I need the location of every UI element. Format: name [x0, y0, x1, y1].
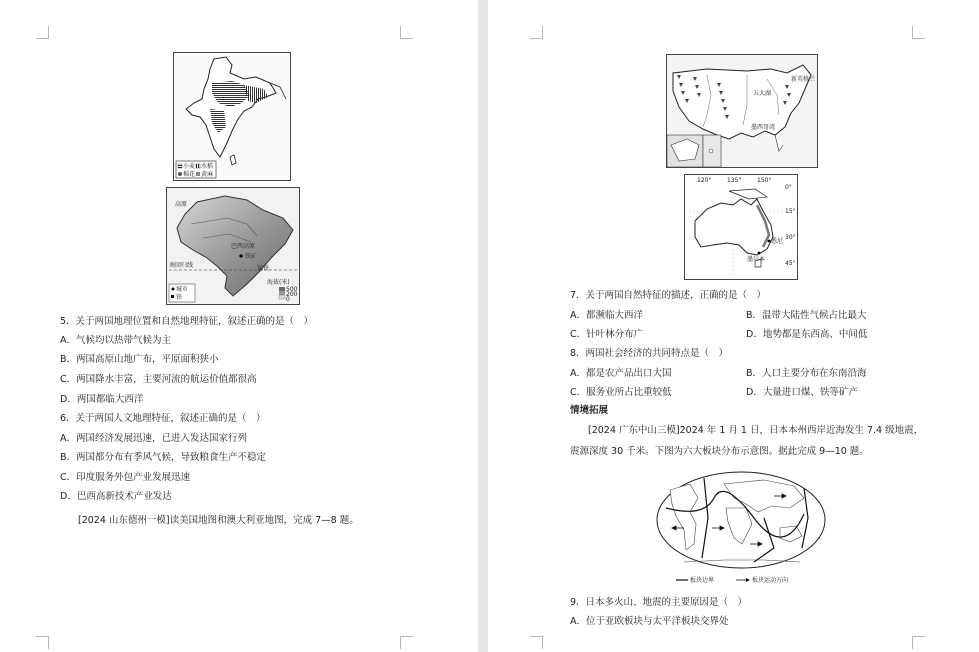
q9-option-a: A．位于亚欧板块与太平洋板块交界处 [570, 616, 729, 627]
gulf-label: 墨西哥湾 [751, 124, 776, 131]
lon-tick-150: 150° [757, 177, 772, 184]
sri-lanka [230, 155, 236, 165]
q6-option-c: C．印度服务外包产业发展迅速 [60, 472, 191, 483]
q8-option-d: D．大量进口煤、铁等矿产 [746, 387, 858, 398]
intro-questions-7-8: [2024 山东德州一模]读美国地图和澳大利亚地图，完成 7—8 题。 [78, 515, 359, 526]
crop-mark [400, 26, 413, 39]
plate-map-figure [654, 468, 828, 590]
q5-option-b: B．两国高原山地广布，平原面积狭小 [60, 354, 219, 365]
legend-jute: 黄麻 [201, 171, 214, 178]
q7-option-b: B．温带大陆性气候占比最大 [746, 310, 867, 321]
legend-wheat: 小麦 [183, 163, 196, 170]
usa-map-figure [666, 54, 818, 168]
plateau-north-label: 高原 [175, 201, 188, 208]
australia-map-figure [684, 174, 798, 280]
passage-line-2: 震源深度 30 千米。下图为六大板块分布示意图。据此完成 9—10 题。 [570, 446, 869, 457]
document-page-right [488, 0, 979, 652]
question-8-stem: 8．两国社会经济的共同特点是（ ） [570, 348, 729, 359]
question-9-stem: 9．日本多火山、地震的主要原因是（ ） [570, 597, 748, 608]
section-title: 情境拓展 [570, 405, 609, 416]
q7-option-c: C．针叶林分布广 [570, 329, 644, 340]
legend-rice: 水稻 [201, 163, 214, 170]
elev-200: 200 [286, 291, 298, 298]
q7-option-d: D．地势都是东西高、中间低 [746, 329, 868, 340]
q6-option-d: D．巴西高新技术产业发达 [60, 491, 172, 502]
legend-cotton: 棉花 [183, 171, 196, 178]
legend-city: 城市 [176, 286, 189, 293]
iron-mine-label: 铁矿 [245, 253, 258, 260]
great-lakes-label: 五大湖 [753, 90, 772, 97]
crop-mark [36, 636, 49, 649]
sydney-label: 悉尼 [771, 238, 784, 245]
q6-option-a: A．两国经济发展迅速，已进入发达国家行列 [60, 433, 247, 444]
q5-option-c: C．两国降水丰富，主要河流的航运价值都很高 [60, 374, 257, 385]
lat-tick-15: 15° [785, 208, 796, 215]
q8-option-a: A．都是农产品出口大国 [570, 368, 672, 379]
legend-plate-boundary: 板块边界 [690, 577, 715, 584]
crop-mark [36, 26, 49, 39]
q6-option-b: B．两国都分布有季风气候，导致粮食生产不稳定 [60, 452, 267, 463]
q7-option-a: A．都濒临大西洋 [570, 310, 643, 321]
crop-mark [912, 636, 925, 649]
crop-mark [400, 636, 413, 649]
india-outline [186, 57, 276, 157]
lat-tick-30: 30° [785, 234, 796, 241]
question-6-stem: 6．关于两国人文地理特征，叙述正确的是（ ） [60, 413, 266, 424]
lat-tick-0: 0° [785, 184, 792, 191]
india-map-figure [173, 52, 291, 181]
legend-iron: 铁 [176, 294, 183, 301]
q5-option-a: A．气候均以热带气候为主 [60, 335, 171, 346]
question-7-stem: 7．关于两国自然特征的描述，正确的是（ ） [570, 290, 767, 301]
q8-option-b: B．人口主要分布在东南沿海 [746, 368, 867, 379]
brazil-plateau-label: 巴西高原 [231, 243, 256, 250]
q5-option-d: D．两国都临大西洋 [60, 394, 144, 405]
legend-plate-motion: 板块运动方向 [752, 577, 789, 584]
lon-tick-135: 135° [727, 177, 742, 184]
lon-tick-120: 120° [697, 177, 712, 184]
crop-mark [912, 26, 925, 39]
melbourne-label: 墨尔本 [747, 256, 766, 263]
crop-mark [530, 26, 543, 39]
document-page-left [0, 0, 478, 652]
q8-option-c: C．服务业所占比重较低 [570, 387, 672, 398]
lat-tick-45: 45° [785, 260, 796, 267]
elev-500: 500 [286, 286, 298, 293]
manganese-label: 锰铁 [257, 265, 270, 272]
elev-0: 0 [286, 296, 290, 303]
passage-line-1: [2024 广东中山三模]2024 年 1 月 1 日，日本本州西岸近海发生 7.4 级地震， [588, 425, 924, 436]
crop-mark [530, 636, 543, 649]
elevation-legend-title: 海拔(米) [267, 279, 290, 286]
tropic-label: 南回归线 [169, 262, 194, 269]
new-england-label: 新英格兰 [791, 76, 816, 83]
question-5-stem: 5．关于两国地理位置和自然地理特征，叙述正确的是（ ） [60, 316, 314, 327]
brazil-map-figure [166, 187, 300, 305]
